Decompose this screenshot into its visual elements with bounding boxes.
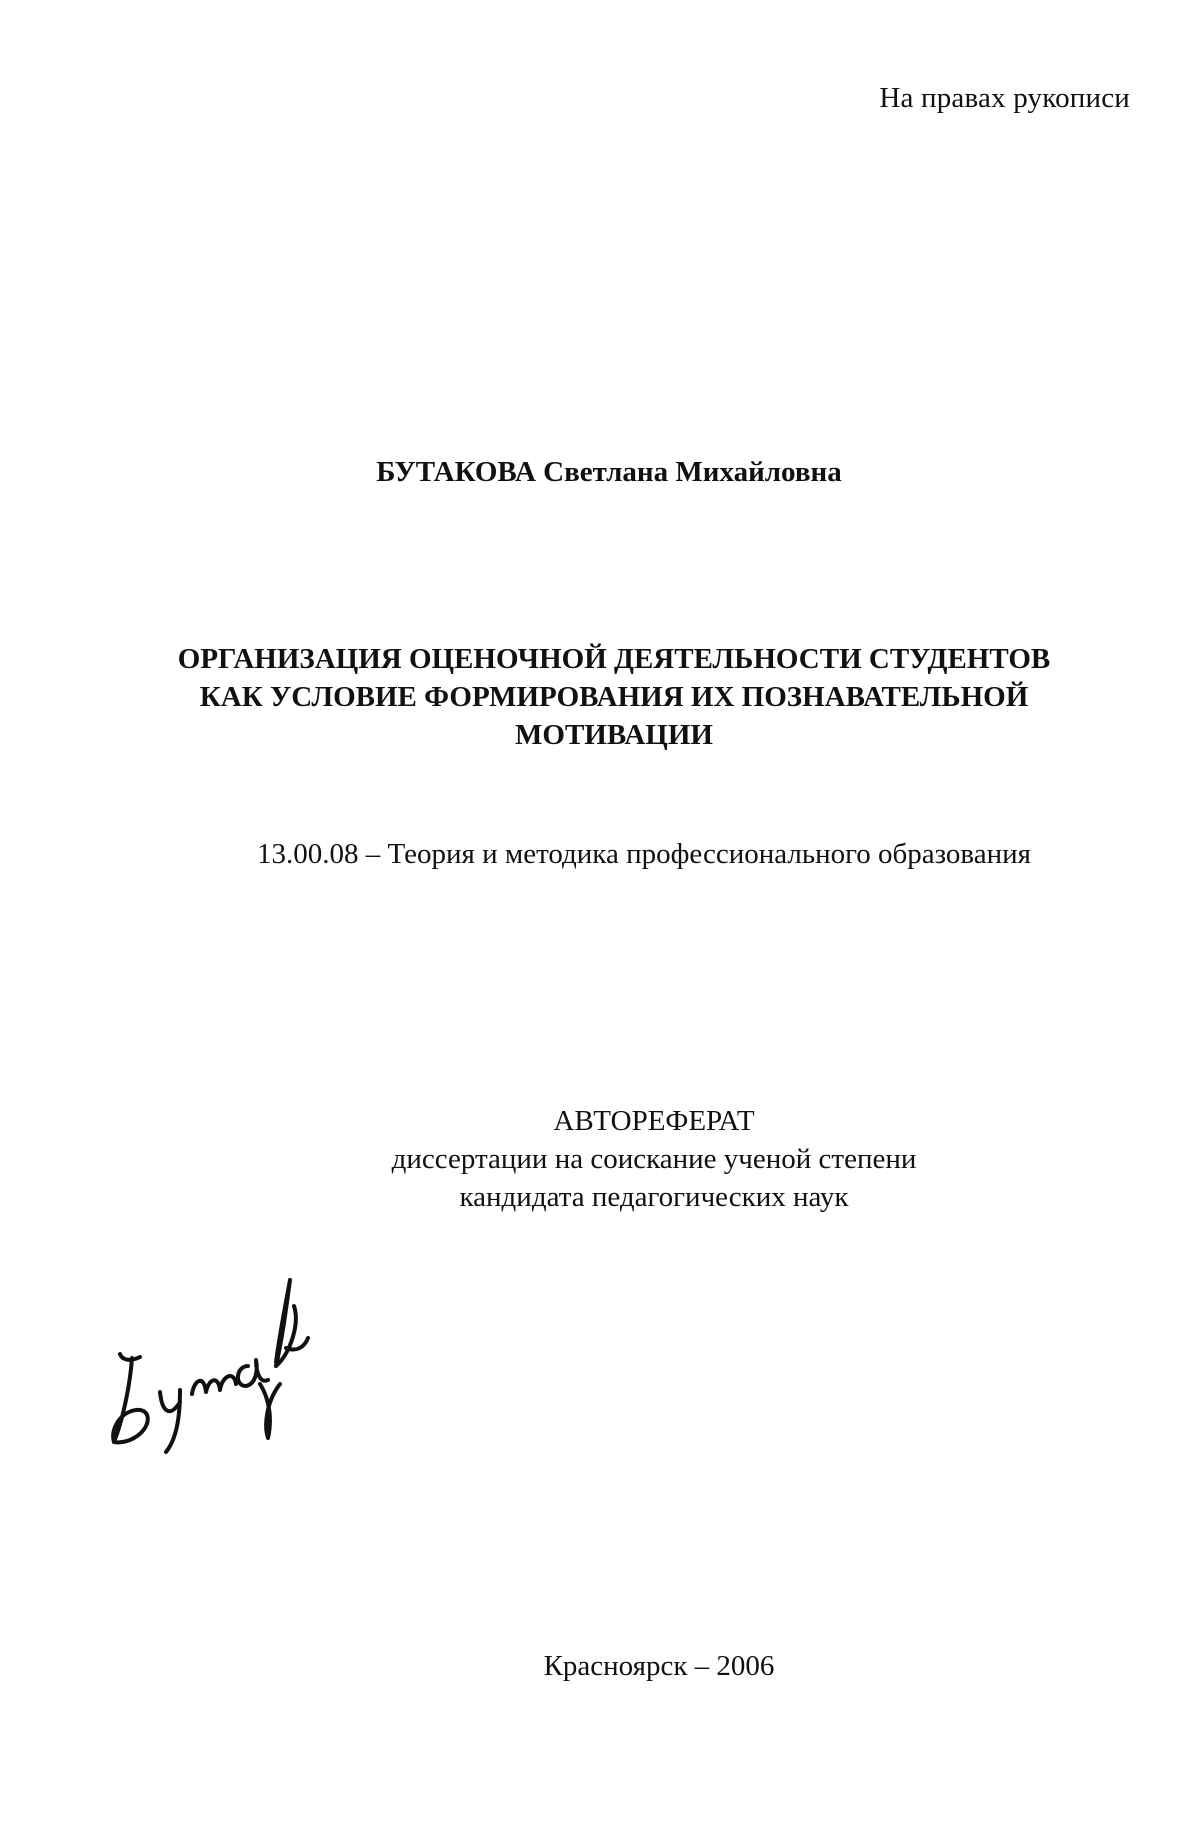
- handwritten-signature: [100, 1262, 330, 1462]
- title-line-2: КАК УСЛОВИЕ ФОРМИРОВАНИЯ ИХ ПОЗНАВАТЕЛЬНОЙ: [199, 681, 1029, 713]
- dissertation-title: [0, 640, 1198, 754]
- signature-stroke-t: [192, 1376, 236, 1394]
- abstract-degree-line: диссертации на соискание ученой степени: [391, 1143, 917, 1175]
- signature-stroke-a: [238, 1360, 268, 1386]
- signature-stroke-tail: [260, 1384, 280, 1438]
- signature-stroke-b: [113, 1354, 148, 1442]
- abstract-block: [0, 1102, 1198, 1216]
- manuscript-note: На правах рукописи: [879, 82, 1130, 114]
- place-year: Красноярск – 2006: [543, 1650, 775, 1682]
- abstract-heading: АВТОРЕФЕРАТ: [553, 1105, 755, 1137]
- title-line-1: ОРГАНИЗАЦИЯ ОЦЕНОЧНОЙ ДЕЯТЕЛЬНОСТИ СТУДЕНТОВ: [177, 643, 1051, 675]
- author-name: БУТАКОВА Светлана Михайловна: [376, 456, 842, 488]
- title-line-3: МОТИВАЦИИ: [515, 719, 713, 751]
- specialty-code: 13.00.08 – Теория и методика профессионального образования: [256, 838, 1031, 870]
- abstract-field-line: кандидата педагогических наук: [459, 1181, 849, 1213]
- signature-stroke-u: [160, 1390, 180, 1452]
- signature-stroke-k: [276, 1280, 308, 1366]
